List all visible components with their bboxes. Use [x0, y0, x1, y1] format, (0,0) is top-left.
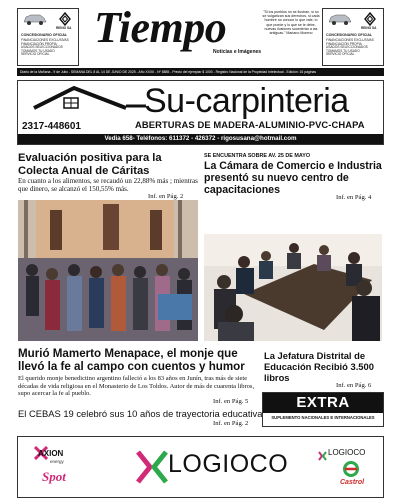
car-image	[327, 12, 353, 26]
right-ad-item: FINANCIACIÓN PROPIA	[326, 41, 362, 46]
story1-title[interactable]: Evaluación positiva para la Colecta Anual de Cáritas	[18, 152, 162, 177]
right-ad-item: USADOS SELECCIONADOS	[326, 45, 368, 50]
carpentry-banner[interactable]	[17, 80, 384, 145]
extra-title: EXTRA	[296, 394, 350, 411]
logioco-small-logo-icon	[318, 448, 327, 458]
story3-ref[interactable]: Inf. en Pág. 5	[213, 398, 249, 405]
masthead-tagline: Noticias e Imágenes	[213, 49, 262, 55]
banner-brand: Su-carpinteria	[144, 82, 349, 120]
spot-brand: Spot	[42, 469, 66, 484]
story3-title[interactable]: Murió Mamerto Menapace, el monje que llevó la fe al campo con cuentos y humor	[18, 347, 245, 373]
story4-title[interactable]: La Jefatura Distrital de Educación Recibió 3.500 libros	[264, 350, 374, 383]
story5-ref[interactable]: Inf. en Pág. 2	[213, 420, 249, 427]
house-roof-icon	[30, 84, 150, 110]
right-ad-brand: REINO SA	[361, 26, 377, 30]
masthead-title: Tiempo	[94, 3, 227, 52]
info-bar	[17, 68, 384, 76]
story5-title[interactable]: El CEBAS 19 celebró sus 10 años de trayectoria educativa	[18, 408, 263, 419]
info-line: Diario de la Mañana - 9 de Julio - SEMANA DEL 8 AL 14 DE JUNIO DE 2025 - Año XXXII - Nº 8885 - Precio del ejemplar $ 1000 - Registro Nacional de la Propiedad Intelectual - Edición: 16 páginas	[20, 70, 317, 74]
banner-subtitle: ABERTURAS DE MADERA-ALUMINIO-PVC-CHAPA	[135, 119, 365, 130]
right-ad-dealer: CONCESIONARIO OFICIAL	[326, 33, 373, 37]
left-ad-item: TOMAMOS TU USADO	[21, 48, 55, 53]
story2-title[interactable]: La Cámara de Comercio e Industria presentó su nuevo centro de capacitaciones	[204, 160, 382, 197]
banner-contact-bar	[18, 134, 383, 144]
axion-brand: AXION	[38, 449, 64, 458]
castrol-brand: Castrol	[340, 479, 365, 486]
left-ad-item: FINANCIACIONES EXCLUSIVAS	[21, 38, 69, 42]
logioco-main-logo-icon	[136, 450, 168, 484]
story2-photo	[204, 234, 382, 341]
right-ad-list	[326, 39, 374, 57]
story1-photo	[18, 200, 198, 341]
castrol-logo-icon	[342, 460, 360, 478]
story1-ref[interactable]: Inf. en Pág. 2	[148, 193, 184, 200]
renault-logo-icon	[363, 12, 377, 26]
story4-ref[interactable]: Inf. en Pág. 6	[336, 382, 372, 389]
story1-body: En cuanto a los alimentos, se recaudó un 22,88% más ; mientras que dinero, se alcanzó el 150,55% más.	[18, 177, 198, 194]
extra-box[interactable]	[262, 392, 384, 427]
right-ad-box[interactable]	[322, 8, 384, 66]
left-ad-list	[21, 39, 69, 57]
banner-phone: 2317-448601	[22, 121, 81, 132]
left-ad-box[interactable]	[17, 8, 79, 66]
right-ad-item: FINANCIACIONES EXCLUSIVAS	[326, 38, 374, 42]
extra-title-bar	[263, 393, 383, 413]
story3-body: El querido monje benedictino argentino falleció a los 83 años en Junín, tras más de siete décadas de vida religiosa en el Monasterio de Los Toldos. Autor de más de cuarenta libros, supo acercar la fe al pueblo.	[18, 375, 255, 398]
left-ad-item: FINANCIACIÓN PROPIA	[21, 41, 57, 46]
extra-subtitle: SUPLEMENTO NACIONALES E INTERNACIONALES	[271, 415, 375, 420]
bottom-ad[interactable]	[17, 436, 384, 498]
story2-kicker: SE ENCUENTRA SOBRE AV. 25 DE MAYO	[204, 153, 311, 159]
renault-logo-icon	[58, 12, 72, 26]
left-ad-dealer: CONCESIONARIO OFICIAL	[21, 33, 68, 37]
logioco-small-brand: LOGIOCO	[328, 448, 366, 457]
left-ad-item: SERVICIO OFICIAL	[21, 52, 50, 57]
car-image	[22, 12, 48, 26]
banner-contact: Vedia 658- Teléfonos: 611372 - 426372 - rigosusana@hotmail.com	[104, 135, 297, 142]
axion-brand-sub: energy	[50, 459, 64, 464]
masthead-quote: "Si los pueblos no se ilustran, si no se vulgarizan sus derechos, si cada hombre no conoce lo que vale, lo que puede y lo que se le debe, nuevas ilusiones sucederán a las antiguas." Mariano Moreno	[262, 10, 320, 36]
story2-ref[interactable]: Inf. en Pág. 4	[336, 194, 372, 201]
left-ad-brand: REINO SA	[56, 26, 72, 30]
right-ad-item: SERVICIO OFICIAL	[326, 52, 355, 57]
right-ad-item: TOMAMOS TU USADO	[326, 48, 360, 53]
logioco-main-brand: LOGIOCO	[168, 450, 289, 478]
left-ad-item: USADOS SELECCIONADOS	[21, 45, 63, 50]
